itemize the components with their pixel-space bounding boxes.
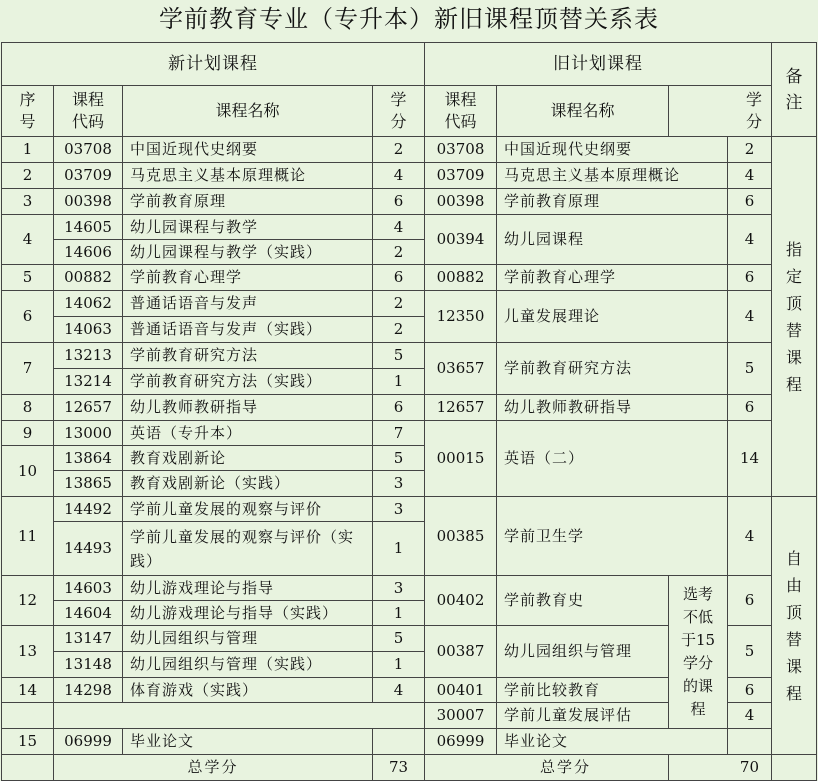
old-code-cell: 03708 [425, 137, 497, 163]
old-name-cell: 学前儿童发展评估 [497, 703, 669, 729]
old-code-cell: 00398 [425, 189, 497, 215]
new-code-cell: 03708 [54, 137, 123, 163]
old-code-cell: 00015 [425, 421, 497, 497]
seq-cell: 7 [2, 343, 54, 395]
old-code-header: 课程代码 [425, 86, 497, 137]
new-name-cell: 学前教育研究方法（实践） [123, 369, 373, 395]
seq-cell: 3 [2, 189, 54, 215]
new-code-cell: 13000 [54, 421, 123, 446]
new-credit-cell: 2 [373, 240, 425, 265]
old-name-cell: 儿童发展理论 [497, 291, 728, 343]
new-total-label: 总学分 [54, 755, 373, 781]
seq-header: 序号 [2, 86, 54, 137]
old-plan-header: 旧计划课程 [425, 43, 772, 86]
new-name-cell: 普通话语音与发声 [123, 291, 373, 317]
table-row [2, 189, 817, 215]
table-row [2, 215, 817, 240]
new-credit-cell: 6 [373, 265, 425, 291]
remark-designated: 指定顶替课程 [772, 137, 817, 497]
new-code-cell: 14298 [54, 678, 123, 703]
new-name-cell: 学前教育研究方法 [123, 343, 373, 369]
new-name-cell: 中国近现代史纲要 [123, 137, 373, 163]
new-credit-header: 学分 [373, 86, 425, 137]
empty-new-cell [54, 703, 425, 729]
course-replacement-table [1, 42, 817, 781]
old-code-cell: 30007 [425, 703, 497, 729]
old-code-cell: 00394 [425, 215, 497, 265]
old-credit-cell: 6 [728, 189, 772, 215]
seq-cell: 2 [2, 163, 54, 189]
new-code-cell: 14604 [54, 601, 123, 626]
seq-cell: 5 [2, 265, 54, 291]
table-row [2, 343, 817, 369]
seq-cell: 14 [2, 678, 54, 703]
table-row [2, 163, 817, 189]
new-code-cell: 14063 [54, 317, 123, 343]
new-credit-cell: 4 [373, 678, 425, 703]
header-row-columns [2, 86, 817, 137]
new-name-cell: 马克思主义基本原理概论 [123, 163, 373, 189]
table-row [2, 729, 817, 755]
new-credit-cell: 1 [373, 522, 425, 576]
new-code-cell: 00398 [54, 189, 123, 215]
new-code-cell: 06999 [54, 729, 123, 755]
old-code-cell: 00401 [425, 678, 497, 703]
new-credit-cell: 6 [373, 395, 425, 421]
table-row [2, 265, 817, 291]
new-code-cell: 14603 [54, 576, 123, 601]
new-name-cell: 幼儿教师教研指导 [123, 395, 373, 421]
old-code-cell: 00387 [425, 626, 497, 678]
new-name-cell: 学前儿童发展的观察与评价（实践） [123, 522, 373, 576]
new-name-cell: 教育戏剧新论 [123, 446, 373, 471]
new-code-cell: 03709 [54, 163, 123, 189]
old-total-value: 70 [669, 755, 772, 781]
old-credit-cell: 4 [728, 215, 772, 265]
new-name-cell: 幼儿园组织与管理 [123, 626, 373, 652]
new-credit-cell [373, 729, 425, 755]
new-code-cell: 14606 [54, 240, 123, 265]
new-code-cell: 14605 [54, 215, 123, 240]
old-name-cell: 幼儿园组织与管理 [497, 626, 669, 678]
new-credit-cell: 1 [373, 652, 425, 678]
old-credit-cell: 14 [728, 421, 772, 497]
elective-note: 选考不低于15学分的课程 [669, 576, 728, 729]
header-row-sections [2, 43, 817, 86]
old-credit-cell: 6 [728, 576, 772, 626]
new-name-header: 课程名称 [123, 86, 373, 137]
old-name-cell: 学前教育原理 [497, 189, 728, 215]
old-credit-cell: 6 [728, 395, 772, 421]
new-code-cell: 13147 [54, 626, 123, 652]
seq-cell: 12 [2, 576, 54, 626]
new-credit-cell: 7 [373, 421, 425, 446]
new-name-cell: 学前教育原理 [123, 189, 373, 215]
old-code-cell: 12657 [425, 395, 497, 421]
old-credit-cell: 4 [728, 497, 772, 576]
old-name-cell: 学前教育研究方法 [497, 343, 728, 395]
table-row [2, 421, 817, 446]
new-credit-cell: 6 [373, 189, 425, 215]
table-row [2, 291, 817, 317]
old-credit-cell: 5 [728, 343, 772, 395]
old-name-cell: 中国近现代史纲要 [497, 137, 728, 163]
new-code-cell: 14062 [54, 291, 123, 317]
table-row [2, 497, 817, 522]
new-name-cell: 普通话语音与发声（实践） [123, 317, 373, 343]
new-credit-cell: 5 [373, 626, 425, 652]
seq-cell: 6 [2, 291, 54, 343]
old-name-cell: 幼儿园课程 [497, 215, 728, 265]
new-credit-cell: 2 [373, 291, 425, 317]
old-credit-cell [728, 729, 772, 755]
old-credit-cell: 4 [728, 703, 772, 729]
table-row [2, 576, 817, 601]
old-code-cell: 00402 [425, 576, 497, 626]
old-name-header: 课程名称 [497, 86, 669, 137]
old-name-cell: 英语（二） [497, 421, 728, 497]
old-credit-cell: 4 [728, 163, 772, 189]
new-name-cell: 学前儿童发展的观察与评价 [123, 497, 373, 522]
new-code-cell: 13148 [54, 652, 123, 678]
old-credit-cell: 6 [728, 678, 772, 703]
old-code-cell: 00882 [425, 265, 497, 291]
old-credit-cell: 2 [728, 137, 772, 163]
old-code-cell: 00385 [425, 497, 497, 576]
old-credit-header: 学分 [669, 86, 772, 137]
seq-cell [2, 703, 54, 729]
page-title: 学前教育专业（专升本）新旧课程顶替关系表 [159, 5, 659, 33]
old-name-cell: 学前卫生学 [497, 497, 728, 576]
new-name-cell: 幼儿园课程与教学 [123, 215, 373, 240]
table-row [2, 395, 817, 421]
old-name-cell: 毕业论文 [497, 729, 728, 755]
old-name-cell: 学前比较教育 [497, 678, 669, 703]
new-credit-cell: 1 [373, 369, 425, 395]
new-name-cell: 毕业论文 [123, 729, 373, 755]
old-credit-cell: 4 [728, 291, 772, 343]
new-name-cell: 幼儿游戏理论与指导（实践） [123, 601, 373, 626]
new-code-cell: 14492 [54, 497, 123, 522]
seq-cell: 8 [2, 395, 54, 421]
new-name-cell: 体育游戏（实践） [123, 678, 373, 703]
old-code-cell: 03709 [425, 163, 497, 189]
totals-row [2, 755, 817, 781]
new-code-cell: 13214 [54, 369, 123, 395]
new-credit-cell: 3 [373, 576, 425, 601]
new-code-header: 课程代码 [54, 86, 123, 137]
new-name-cell: 教育戏剧新论（实践） [123, 471, 373, 497]
old-name-cell: 学前教育史 [497, 576, 669, 626]
old-code-cell: 12350 [425, 291, 497, 343]
old-credit-cell: 5 [728, 626, 772, 678]
new-code-cell: 14493 [54, 522, 123, 576]
new-name-cell: 学前教育心理学 [123, 265, 373, 291]
seq-cell: 10 [2, 446, 54, 497]
new-code-cell: 13213 [54, 343, 123, 369]
new-plan-header: 新计划课程 [2, 43, 425, 86]
table-row [2, 137, 817, 163]
seq-cell: 15 [2, 729, 54, 755]
seq-cell: 1 [2, 137, 54, 163]
new-credit-cell: 2 [373, 317, 425, 343]
new-code-cell: 12657 [54, 395, 123, 421]
new-credit-cell: 5 [373, 446, 425, 471]
old-credit-cell: 6 [728, 265, 772, 291]
seq-cell: 13 [2, 626, 54, 678]
new-name-cell: 幼儿园课程与教学（实践） [123, 240, 373, 265]
seq-cell [2, 755, 54, 781]
new-name-cell: 幼儿游戏理论与指导 [123, 576, 373, 601]
new-credit-cell: 3 [373, 471, 425, 497]
old-name-cell: 学前教育心理学 [497, 265, 728, 291]
remark-empty [772, 755, 817, 781]
new-name-cell: 英语（专升本） [123, 421, 373, 446]
old-code-cell: 06999 [425, 729, 497, 755]
new-credit-cell: 3 [373, 497, 425, 522]
new-name-cell: 幼儿园组织与管理（实践） [123, 652, 373, 678]
old-name-cell: 幼儿教师教研指导 [497, 395, 728, 421]
new-credit-cell: 5 [373, 343, 425, 369]
remark-free: 自由顶替课程 [772, 497, 817, 755]
seq-cell: 11 [2, 497, 54, 576]
new-code-cell: 13865 [54, 471, 123, 497]
new-credit-cell: 4 [373, 163, 425, 189]
new-credit-cell: 4 [373, 215, 425, 240]
remark-header: 备注 [772, 43, 817, 137]
new-credit-cell: 2 [373, 137, 425, 163]
seq-cell: 4 [2, 215, 54, 265]
seq-cell: 9 [2, 421, 54, 446]
old-total-label: 总学分 [425, 755, 669, 781]
new-credit-cell: 1 [373, 601, 425, 626]
new-code-cell: 00882 [54, 265, 123, 291]
new-total-value: 73 [373, 755, 425, 781]
old-code-cell: 03657 [425, 343, 497, 395]
new-code-cell: 13864 [54, 446, 123, 471]
old-name-cell: 马克思主义基本原理概论 [497, 163, 728, 189]
